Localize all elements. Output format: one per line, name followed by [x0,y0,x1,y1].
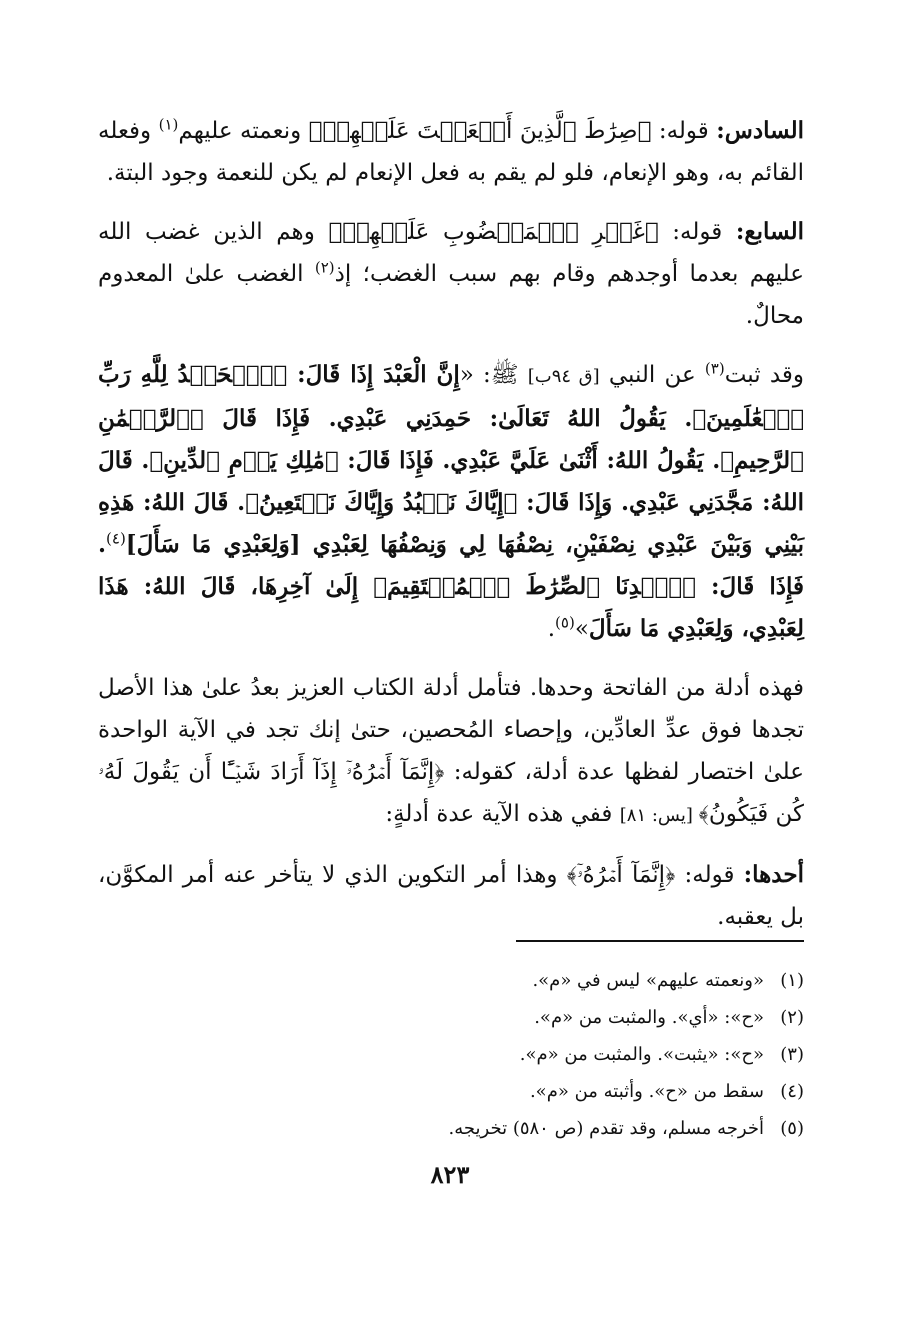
bracketed-insertion: [وَلِعَبْدِي مَا سَأَلَ] [125,531,301,558]
paragraph-lead: السابع: [735,218,804,245]
paragraph-lead: أحدها: [743,861,804,888]
verse-reference: [يس: ٨١] [619,805,699,826]
paragraph-first-evidence [98,854,804,938]
footnote-item [244,1073,804,1110]
footnote-number: (٣) [780,1044,804,1065]
quran-quote: ﴿إِنَّمَآ أَمۡرُهُۥٓ﴾ [566,862,676,888]
footnote-item [244,962,804,999]
footnote-number: (٤) [780,1081,804,1102]
manuscript-reference: [ق ٩٤ب] [527,366,600,387]
text-run: ففي هذه الآية عدة أدلةٍ: [385,801,620,827]
hadith-text: . يَقُولُ اللهُ: أَثْنَىٰ عَلَيَّ عَبْدِي. فَإِذَا قَالَ: [338,447,721,474]
footnote-text: أخرجه مسلم، وقد تقدم (ص ٥٨٠) تخريجه. [448,1118,764,1139]
text-run: وهذا أمر التكوين الذي لا يتأخر عنه أمر المكوَّن، بل يعقبه. [98,862,804,930]
footnote-number: (٢) [780,1007,804,1028]
footnote-item [244,1036,804,1073]
paragraph-sixth [98,110,804,194]
quran-quote: ﴿مَٰلِكِ يَوۡمِ ٱلدِّينِ﴾ [149,447,339,474]
footnote-number: (٥) [780,1118,804,1139]
footnote-number: (١) [780,970,804,991]
quran-quote: ﴿ٱلۡحَمۡدُ لِلَّهِ رَبِّ ٱلۡعَٰلَمِينَ﴾ [98,361,804,432]
footnote-text: «ح»: «يثبت». والمثبت من «م». [519,1044,764,1065]
text-run: قوله: [658,219,736,245]
text-run: قوله: [675,862,744,888]
text-run: الغضب علىٰ المعدوم محالٌ. [98,261,804,329]
text-run: . [547,616,556,642]
quran-quote: ﴿غَيۡرِ ٱلۡمَغۡضُوبِ عَلَيۡهِمۡ﴾ [328,219,659,245]
hadith-text: . قَالَ اللهُ: مَجَّدَنِي عَبْدِي. وَإِذَا قَالَ: [98,447,805,516]
hadith-text: . فَإِذَا قَالَ: [98,531,805,600]
footnote-text: «ونعمته عليهم» ليس في «م». [532,970,764,991]
footnote-marker[interactable]: (٣) [704,359,725,378]
hadith-text: إِلَىٰ آخِرِهَا، قَالَ اللهُ: هَذَا لِعَبْدِي، وَلِعَبْدِي مَا سَأَلَ [98,573,804,642]
footnote-marker[interactable]: (٢) [314,258,335,277]
footnote-marker[interactable]: (٥) [555,613,575,632]
quran-quote: ﴿صِرَٰطَ ٱلَّذِينَ أَنۡعَمۡتَ عَلَيۡهِمۡ﴾ [308,118,652,144]
page-body [98,110,804,955]
footnote-text: «ح»: «أي». والمثبت من «م». [534,1007,764,1028]
hadith-text: . قَالَ اللهُ: هَذِهِ بَيْنِي وَبَيْنَ عَبْدِي نِصْفَيْنِ، نِصْفُهَا لِي وَنِصْفُهَا لِعَبْدِي [98,489,804,558]
text-run: ونعمته عليهم [178,118,309,144]
footnote-marker[interactable]: (٤) [106,529,126,548]
text-run: وقد ثبت [724,362,804,388]
quran-quote: ﴿ٱلرَّحۡمَٰنِ ٱلرَّحِيمِ﴾ [98,405,804,474]
text-run: وهم الذين غضب الله عليهم بعدما أوجدهم وقام بهم سبب الغضب؛ إذ [98,219,804,287]
footnote-marker[interactable]: (١) [158,115,179,134]
footnote-text: سقط من «ح». وأثبته من «م». [529,1081,764,1102]
hadith-text: . يَقُولُ اللهُ تَعَالَىٰ: حَمِدَنِي عَبْدِي. فَإِذَا قَالَ [203,405,693,432]
text-run: قوله: [651,118,717,144]
text-run: وفعله القائم به، وهو الإنعام، فلو لم يقم به فعل الإنعام لم يكن للنعمة وجود البتة. [98,118,804,186]
quran-quote: ﴿إِنَّمَآ أَمۡرُهُۥٓ إِذَآ أَرَادَ شَيۡـًٔا أَن يَقُولَ لَهُۥ كُن فَيَكُونُ﴾ [98,759,804,827]
quran-quote: ﴿ٱهۡدِنَا ٱلصِّرَٰطَ ٱلۡمُسۡتَقِيمَ﴾ [373,573,696,600]
paragraph-hadith [98,354,804,650]
paragraph-lead: السادس: [716,117,804,144]
paragraph-seventh [98,211,804,337]
paragraph-reflection [98,667,804,837]
text-run: » [574,616,589,642]
quran-quote: ﴿إِيَّاكَ نَعۡبُدُ وَإِيَّاكَ نَسۡتَعِينُ﴾ [245,489,518,516]
page-number: ٨٢٣ [430,1160,470,1189]
footnotes [244,962,804,1147]
text-run: فهذه أدلة من الفاتحة وحدها. فتأمل أدلة الكتاب العزيز بعدُ علىٰ هذا الأصل تجدها فوق عدِّ العادِّين، وإحصاء المُحصين، حتىٰ إنك تجد في الآية الواحدة علىٰ اختصار لفظها عدة أدلة، كقوله: [98,675,804,785]
footnote-item [244,999,804,1036]
text-run: عن النبي [599,362,705,388]
footnote-divider [516,940,804,942]
hadith-text: إِنَّ الْعَبْدَ إِذَا قَالَ: [287,361,460,388]
text-run: ﷺ: « [459,362,528,388]
footnote-item [244,1110,804,1147]
